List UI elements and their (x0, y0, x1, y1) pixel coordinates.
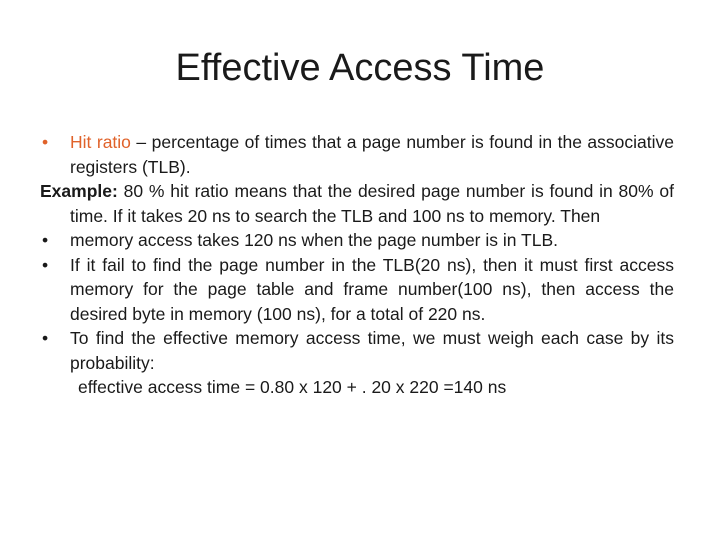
example-label: Example: (40, 181, 118, 201)
example-paragraph (40, 179, 674, 228)
hit-ratio-definition: – percentage of times that a page number is found in the associative registers (TLB). (70, 132, 674, 177)
slide-title: Effective Access Time (175, 47, 545, 89)
bullet-hit-ratio (40, 130, 674, 179)
slide-content (40, 130, 674, 400)
formula-line: effective access time = 0.80 x 120 + . 20 x 220 =140 ns (78, 377, 507, 397)
bullet-tlb-hit: • memory access takes 120 ns when the page number is in TLB. (40, 228, 674, 253)
bullet-effective-time: • To find the effective memory access time, we must weigh each case by its probability: (40, 326, 674, 375)
hit-ratio-term: Hit ratio (70, 132, 131, 152)
bullet-tlb-miss: • If it fail to find the page number in the TLB(20 ns), then it must first access memory for the page table and frame number(100 ns), then access the desired byte in memory (100 ns), for a total of 220 ns. (40, 253, 674, 327)
example-text: 80 % hit ratio means that the desired page number is found in 80% of time. If it takes 20 ns to search the TLB and 100 ns to memory. Then (70, 181, 674, 226)
